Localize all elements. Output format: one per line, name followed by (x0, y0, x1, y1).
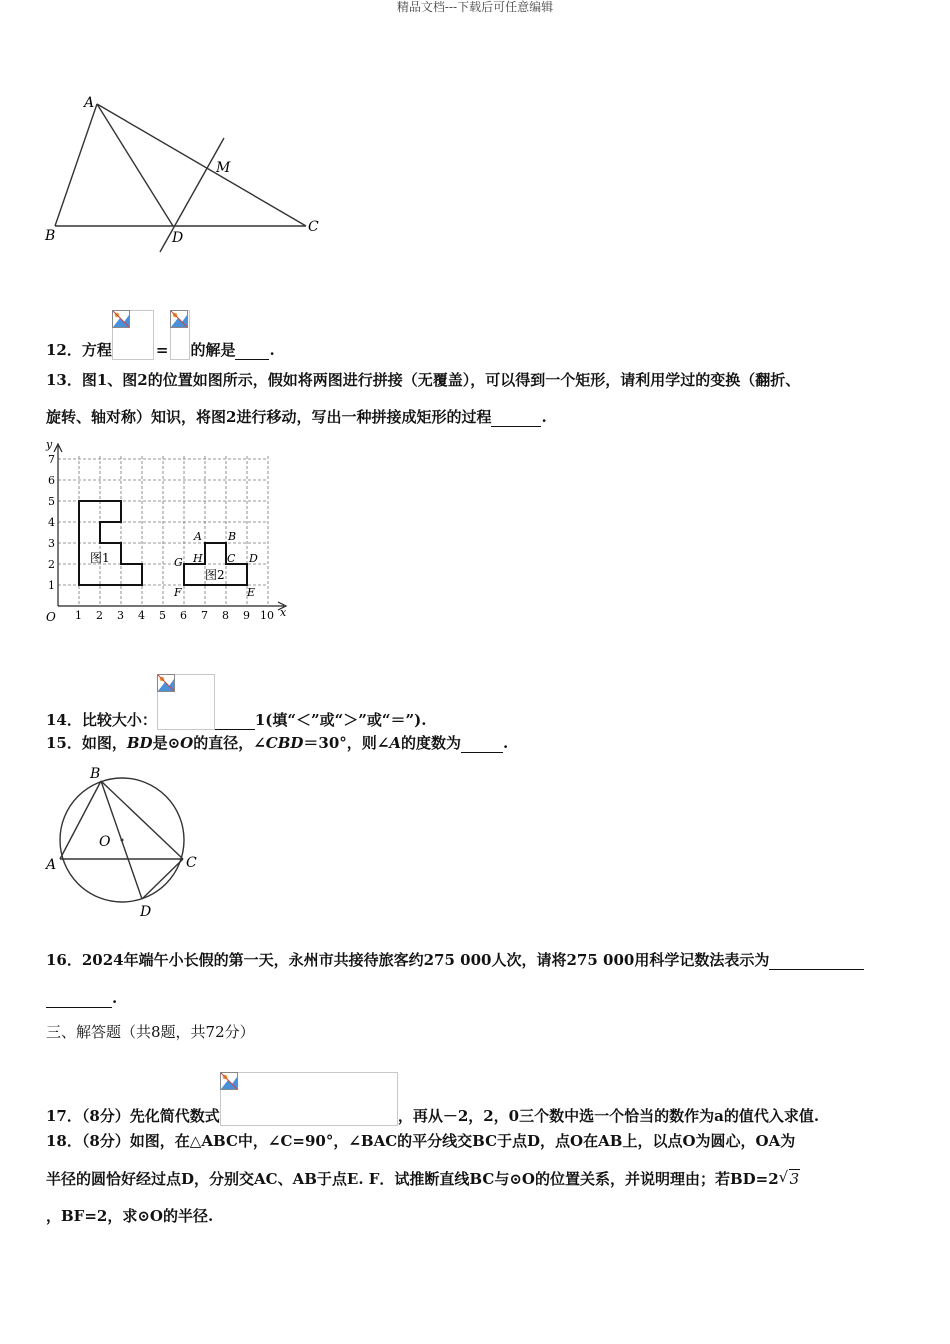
q13-end: . (541, 408, 547, 426)
q17-prefix: 17．（8分）先化简代数式 (46, 1107, 220, 1125)
q12-end: . (269, 341, 275, 359)
svg-text:10: 10 (260, 609, 274, 622)
svg-text:7: 7 (48, 453, 55, 466)
answer-blank (215, 729, 255, 730)
q14-suffix: 1(填“＜”或“＞”或“＝”). (254, 711, 427, 729)
q16-end: . (112, 989, 118, 1007)
segment-bc (101, 781, 183, 859)
q13-line1: 13．图1、图2的位置如图所示，假如将两图进行拼接（无覆盖），可以得到一个矩形，请利用学过的变换（翻折、 (46, 371, 801, 389)
answer-blank (769, 969, 864, 970)
answer-blank (491, 426, 541, 427)
q15-mid4: 的度数为 (401, 734, 462, 752)
svg-text:4: 4 (48, 516, 55, 529)
svg-text:5: 5 (159, 609, 166, 622)
point-b: B (228, 530, 237, 543)
question-13-line2 (46, 407, 547, 427)
question-12 (46, 310, 275, 360)
question-16 (46, 950, 864, 970)
segment-ab (55, 104, 97, 226)
y-tick-labels (48, 453, 55, 592)
svg-text:3: 3 (117, 609, 124, 622)
svg-text:4: 4 (138, 609, 145, 622)
formula-image-rhs (170, 310, 190, 360)
svg-text:1: 1 (75, 609, 82, 622)
point-f: F (174, 586, 182, 599)
q12-equals: = (155, 341, 169, 359)
line-dm (160, 138, 224, 252)
q18-line2-text: 半径的圆恰好经过点D，分别交AC、AB于点E. F．试推断直线BC与⊙O的位置关系，并说明理由；若BD=2 (46, 1170, 779, 1188)
segment-cd (142, 859, 183, 899)
q18-line1: 18．（8分）如图，在△ABC中，∠C=90°，∠BAC的平分线交BC于点D，点O在AB上，以点O为圆心，OA为 (46, 1132, 796, 1150)
q15-cbd: CBD (265, 734, 304, 752)
svg-text:8: 8 (222, 609, 229, 622)
circle-figure (40, 760, 205, 920)
q15-mid1: 是⊙ (152, 734, 181, 752)
answer-blank (235, 359, 269, 360)
x-axis-label: x (280, 606, 287, 619)
shape2-label: 图2 (205, 568, 225, 582)
q15-a: A (389, 734, 402, 752)
question-16-line2 (46, 988, 117, 1008)
svg-text:2: 2 (96, 609, 103, 622)
label-d: D (140, 904, 152, 920)
q15-end: . (503, 734, 509, 752)
q15-prefix: 15．如图， (46, 734, 127, 752)
grid-lines (58, 456, 268, 606)
point-g: G (174, 556, 183, 569)
y-axis-label: y (46, 438, 53, 451)
point-h: H (193, 552, 203, 565)
svg-text:1: 1 (48, 579, 55, 592)
shape1-label: 图1 (90, 551, 110, 565)
triangle-figure (40, 92, 330, 262)
q12-suffix: 的解是 (190, 341, 236, 359)
svg-text:5: 5 (48, 495, 55, 508)
formula-image-compare (157, 674, 215, 730)
label-b: B (45, 228, 56, 244)
formula-image-expression (220, 1072, 398, 1126)
question-15 (46, 733, 508, 753)
segment-ba (60, 781, 101, 859)
x-tick-labels (75, 609, 274, 622)
question-17 (46, 1072, 819, 1126)
q14-prefix: 14．比较大小： (46, 711, 157, 729)
grid-figure (40, 436, 295, 626)
point-a: A (194, 530, 202, 543)
label-c: C (308, 219, 319, 235)
svg-text:6: 6 (48, 474, 55, 487)
question-18-line2 (46, 1169, 800, 1189)
point-d: D (249, 552, 258, 565)
question-14 (46, 674, 427, 730)
sqrt-radicand: 3 (789, 1170, 800, 1188)
label-m: M (216, 160, 231, 176)
broken-image-icon (157, 674, 175, 692)
broken-image-icon (112, 310, 130, 328)
q12-prefix: 12．方程 (46, 341, 112, 359)
q15-mid2: 的直径，∠ (193, 734, 266, 752)
label-a: A (84, 95, 95, 111)
svg-text:6: 6 (180, 609, 187, 622)
broken-image-icon (170, 310, 188, 328)
q15-mid3: ＝30°，则∠ (303, 734, 390, 752)
label-a: A (46, 857, 57, 873)
formula-image-lhs (112, 310, 154, 360)
q13-line2-text: 旋转、轴对称）知识，将图2进行移动，写出一种拼接成矩形的过程 (46, 408, 492, 426)
broken-image-icon (220, 1072, 238, 1090)
q17-suffix: ，再从－2，2，0三个数中选一个恰当的数作为a的值代入求值. (397, 1107, 820, 1125)
svg-text:9: 9 (243, 609, 250, 622)
q16-line1: 16．2024年端午小长假的第一天，永州市共接待旅客约275 000人次，请将275 000用科学记数法表示为 (46, 951, 770, 969)
origin-label: O (46, 610, 56, 624)
point-e: E (247, 586, 256, 599)
center-point (121, 839, 124, 842)
q15-bd: BD (126, 734, 153, 752)
answer-blank-continued (46, 1007, 112, 1008)
label-d: D (172, 230, 184, 246)
page-header: 精品文档---下载后可任意编辑 (396, 0, 554, 14)
answer-blank (461, 752, 503, 753)
q15-o: O (180, 734, 194, 752)
svg-text:7: 7 (201, 609, 208, 622)
label-c: C (186, 855, 197, 871)
segment-ac (97, 104, 306, 226)
label-o: O (99, 834, 111, 850)
section-3-title: 三、解答题（共8题，共72分） (46, 1023, 255, 1041)
svg-text:2: 2 (48, 558, 55, 571)
svg-text:3: 3 (48, 537, 55, 550)
label-b: B (90, 766, 101, 782)
segment-ad (97, 104, 173, 226)
q18-line3: ，BF=2，求⊙O的半径. (46, 1207, 214, 1225)
point-c: C (227, 552, 236, 565)
sqrt-expression: √ 3 (778, 1168, 800, 1188)
